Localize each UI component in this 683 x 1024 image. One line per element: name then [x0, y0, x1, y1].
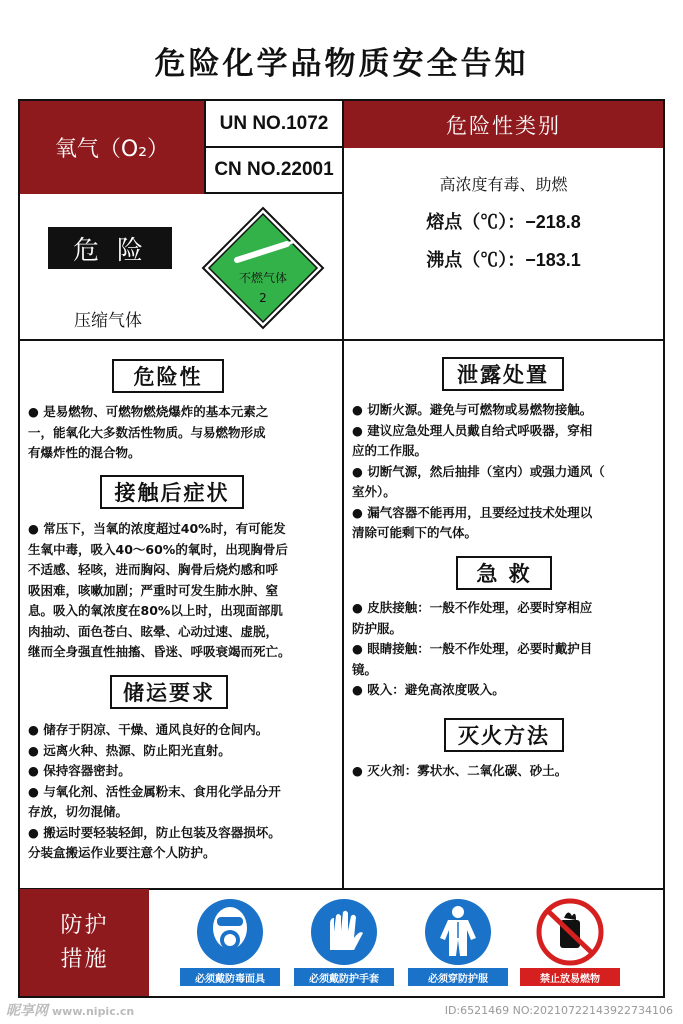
text-line: ● 皮肤接触：一般不作处理，必要时穿相应 — [352, 600, 593, 615]
first-aid-text — [352, 598, 662, 701]
leak-text — [352, 400, 662, 544]
category-description: 高浓度有毒、助燃 — [439, 175, 568, 194]
first-aid-heading: 急 救 — [456, 556, 552, 590]
text-line: ● 吸入：避免高浓度吸入。 — [352, 682, 505, 697]
fire-heading: 灭火方法 — [444, 718, 564, 752]
text-line: 清除可能剩下的气体。 — [352, 525, 478, 540]
un-number: UN NO.1072 — [204, 101, 342, 148]
text-line: 生氧中毒，吸入40～60%的氧时，出现胸骨后 — [28, 541, 288, 557]
text-line: ● 常压下，当氧的浓度超过40%时，有可能发 — [28, 521, 286, 536]
text-line: 不适感、轻咳，进而胸闷、胸骨后烧灼感和呼 — [28, 562, 279, 577]
leak-heading: 泄露处置 — [442, 357, 564, 391]
protection-heading — [20, 889, 149, 996]
signal-word: 危险 — [48, 227, 172, 269]
text-line: ● 与氧化剂、活性金属粉末、食用化学品分开 — [28, 783, 281, 799]
text-line: 分装盒搬运作业要注意个人防护。 — [28, 845, 216, 860]
text-line: ● 储存于阴凉、干燥、通风良好的仓间内。 — [28, 722, 269, 737]
text-line: ● 漏气容器不能再用，且要经过技术处理以 — [352, 504, 593, 520]
storage-heading: 储运要求 — [110, 675, 228, 709]
cn-number: CN NO.22001 — [204, 148, 342, 194]
page-title: 危险化学品物质安全告知 — [154, 46, 529, 82]
text-line: 镜。 — [352, 661, 378, 677]
symptoms-heading: 接触后症状 — [100, 475, 244, 509]
fire-text — [352, 761, 662, 782]
text-line: 吸困难，咳嗽加剧；严重时可发生肺水肿、窒 — [28, 582, 279, 598]
protection-caption: 必须戴防毒面具 — [180, 968, 280, 986]
text-line: ● 保持容器密封。 — [28, 763, 131, 778]
text-line: 继而全身强直性抽搐、昏迷、呼吸衰竭而死亡。 — [28, 644, 291, 659]
text-line: 室外）。 — [352, 484, 396, 499]
symptoms-text — [28, 519, 340, 663]
hazard-category-body — [342, 148, 663, 339]
watermark-brand: 昵享网 — [6, 1003, 48, 1019]
gas-mask-icon — [194, 898, 266, 966]
protection-sign — [520, 898, 620, 993]
text-line: 应的工作服。 — [352, 443, 428, 458]
diamond-label: 不燃气体 — [238, 271, 288, 285]
text-line: ● 是易燃物、可燃物燃烧爆炸的基本元素之 — [28, 404, 269, 419]
text-line: ● 眼睛接触：一般不作处理，必要时戴护目 — [352, 641, 593, 656]
text-line: 肉抽动、面色苍白、眩晕、心动过速、虚脱， — [28, 623, 279, 639]
text-line: ● 搬运时要轻装轻卸，防止包装及容器损坏。 — [28, 824, 281, 840]
protection-sign — [180, 898, 280, 993]
text-line: ● 切断气源，然后抽排（室内）或强力通风（ — [352, 463, 605, 479]
physical-form: 压缩气体 — [74, 311, 142, 331]
melting-point: 熔点（℃）：−218.8 — [426, 212, 581, 232]
protection-sign — [408, 898, 508, 993]
text-line: 一，能氧化大多数活性物质。与易燃物形成 — [28, 424, 266, 440]
hazard-heading: 危险性 — [112, 359, 224, 393]
text-line: 有爆炸性的混合物。 — [28, 445, 141, 460]
text-line: ● 切断火源。避免与可燃物或易燃物接触。 — [352, 402, 593, 417]
safety-sheet — [18, 99, 665, 998]
text-line: ● 建议应急处理人员戴自给式呼吸器，穿相 — [352, 422, 593, 438]
watermark-site: www.nipic.cn — [52, 1005, 135, 1018]
divider — [342, 339, 344, 888]
watermark — [6, 1000, 134, 1020]
diamond-class: 2 — [259, 291, 267, 305]
signal-panel — [20, 194, 342, 339]
gloves-icon — [308, 898, 380, 966]
non-flammable-gas-diamond-icon — [201, 206, 325, 330]
protection-sign — [294, 898, 394, 993]
text-line: 存放，切勿混储。 — [28, 804, 129, 819]
image-id: ID:6521469 NO:20210722143922734106 — [444, 1004, 673, 1017]
protection-heading-line: 措施 — [60, 946, 109, 972]
hazard-category-heading: 危险性类别 — [342, 101, 663, 148]
boiling-point: 沸点（℃）：−183.1 — [426, 250, 581, 270]
protection-heading-line: 防护 — [60, 912, 109, 938]
no-flammable-icon — [534, 898, 606, 966]
protection-caption: 禁止放易燃物 — [520, 968, 620, 986]
text-line: ● 远离火种、热源、防止阳光直射。 — [28, 742, 231, 758]
protection-caption: 必须戴防护手套 — [294, 968, 394, 986]
text-line: 防护服。 — [352, 620, 403, 636]
text-line: 息。吸入的氧浓度在80%以上时，出现面部肌 — [28, 603, 283, 618]
protection-caption: 必须穿防护服 — [408, 968, 508, 986]
storage-text — [28, 720, 338, 864]
hazard-text — [28, 402, 338, 464]
chemical-name: 氧气（O₂） — [20, 101, 204, 194]
protective-suit-icon — [422, 898, 494, 966]
text-line: ● 灭火剂：雾状水、二氧化碳、砂土。 — [352, 763, 568, 778]
